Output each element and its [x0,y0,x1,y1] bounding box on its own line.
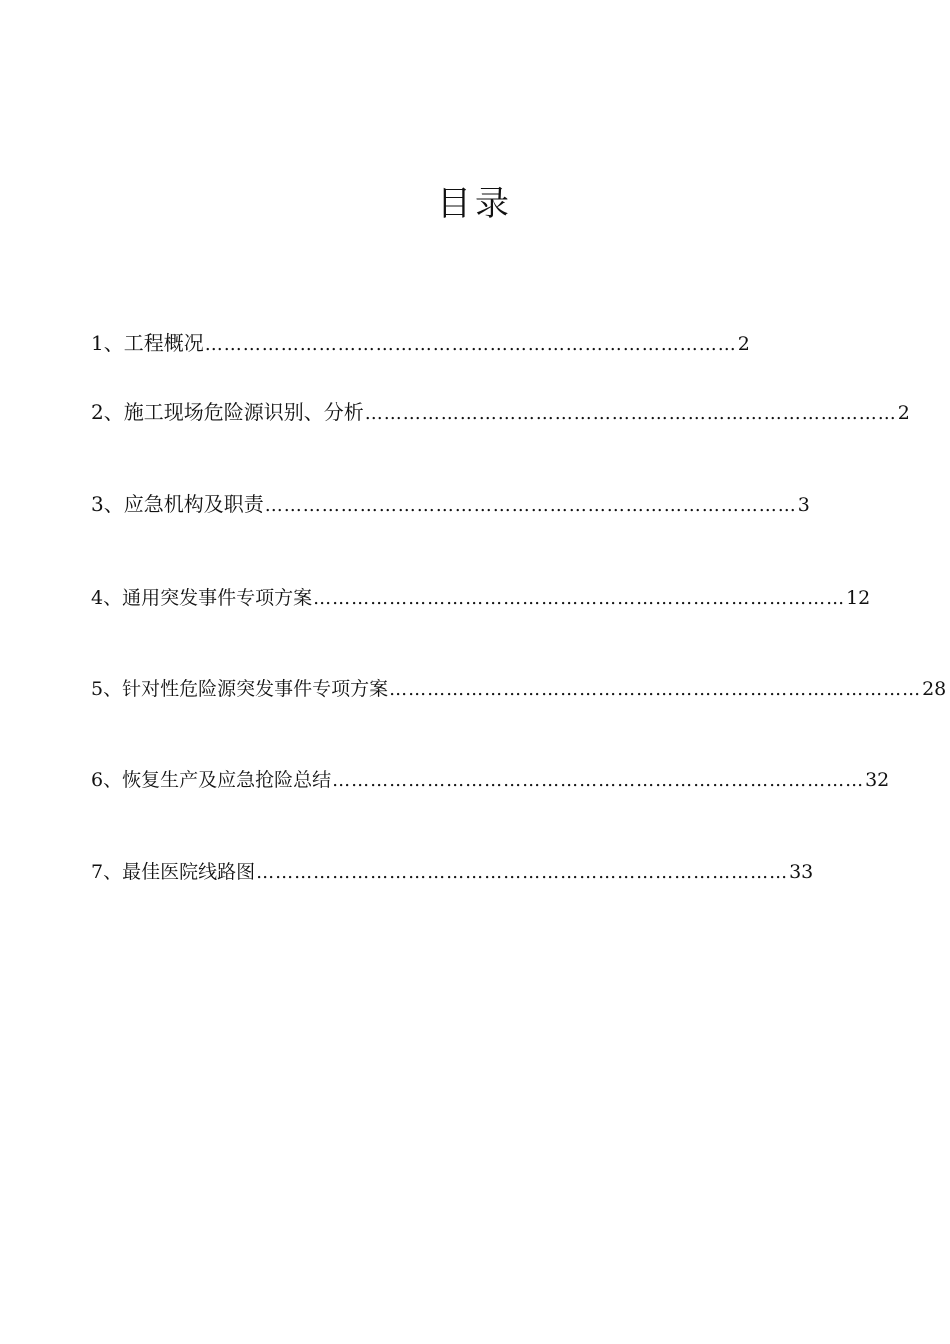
toc-entry-page: 28 [922,678,947,700]
toc-entry-title: 5、针对性危险源突发事件专项方案 [91,678,389,700]
toc-entry-title: 7、最佳医院线路图 [91,861,256,883]
toc-entry-title: 2、施工现场危险源识别、分析 [91,400,364,424]
toc-entry-title: 6、恢复生产及应急抢险总结 [91,769,332,791]
toc-entry [91,767,890,794]
toc-entry-title: 3、应急机构及职责 [91,492,264,516]
toc-entry [91,330,750,358]
toc-entry [91,859,814,886]
toc-entry-page: 12 [846,587,871,609]
toc-entry [91,491,810,519]
toc-leader-dots: ………………………………………………………………………… [332,770,865,791]
toc-leader-dots: ………………………………………………………………………… [256,862,789,883]
toc-entry-title: 4、通用突发事件专项方案 [91,587,313,609]
toc-entry-page: 2 [897,402,910,424]
toc-entry [91,399,910,427]
toc-leader-dots: ………………………………………………………………………… [389,679,922,700]
toc-leader-dots: ………………………………………………………………………… [264,495,797,516]
toc-entry [91,676,947,703]
toc-leader-dots: ………………………………………………………………………… [204,334,737,355]
page-title: 目录 [437,184,513,224]
toc-entry-page: 3 [797,494,810,516]
toc-entry [91,585,871,612]
toc-entry-page: 2 [737,333,750,355]
toc-leader-dots: ………………………………………………………………………… [364,403,897,424]
toc-entry-page: 33 [789,861,814,883]
toc-entry-page: 32 [865,769,890,791]
toc-entry-title: 1、工程概况 [91,331,204,355]
toc-leader-dots: ………………………………………………………………………… [313,588,846,609]
